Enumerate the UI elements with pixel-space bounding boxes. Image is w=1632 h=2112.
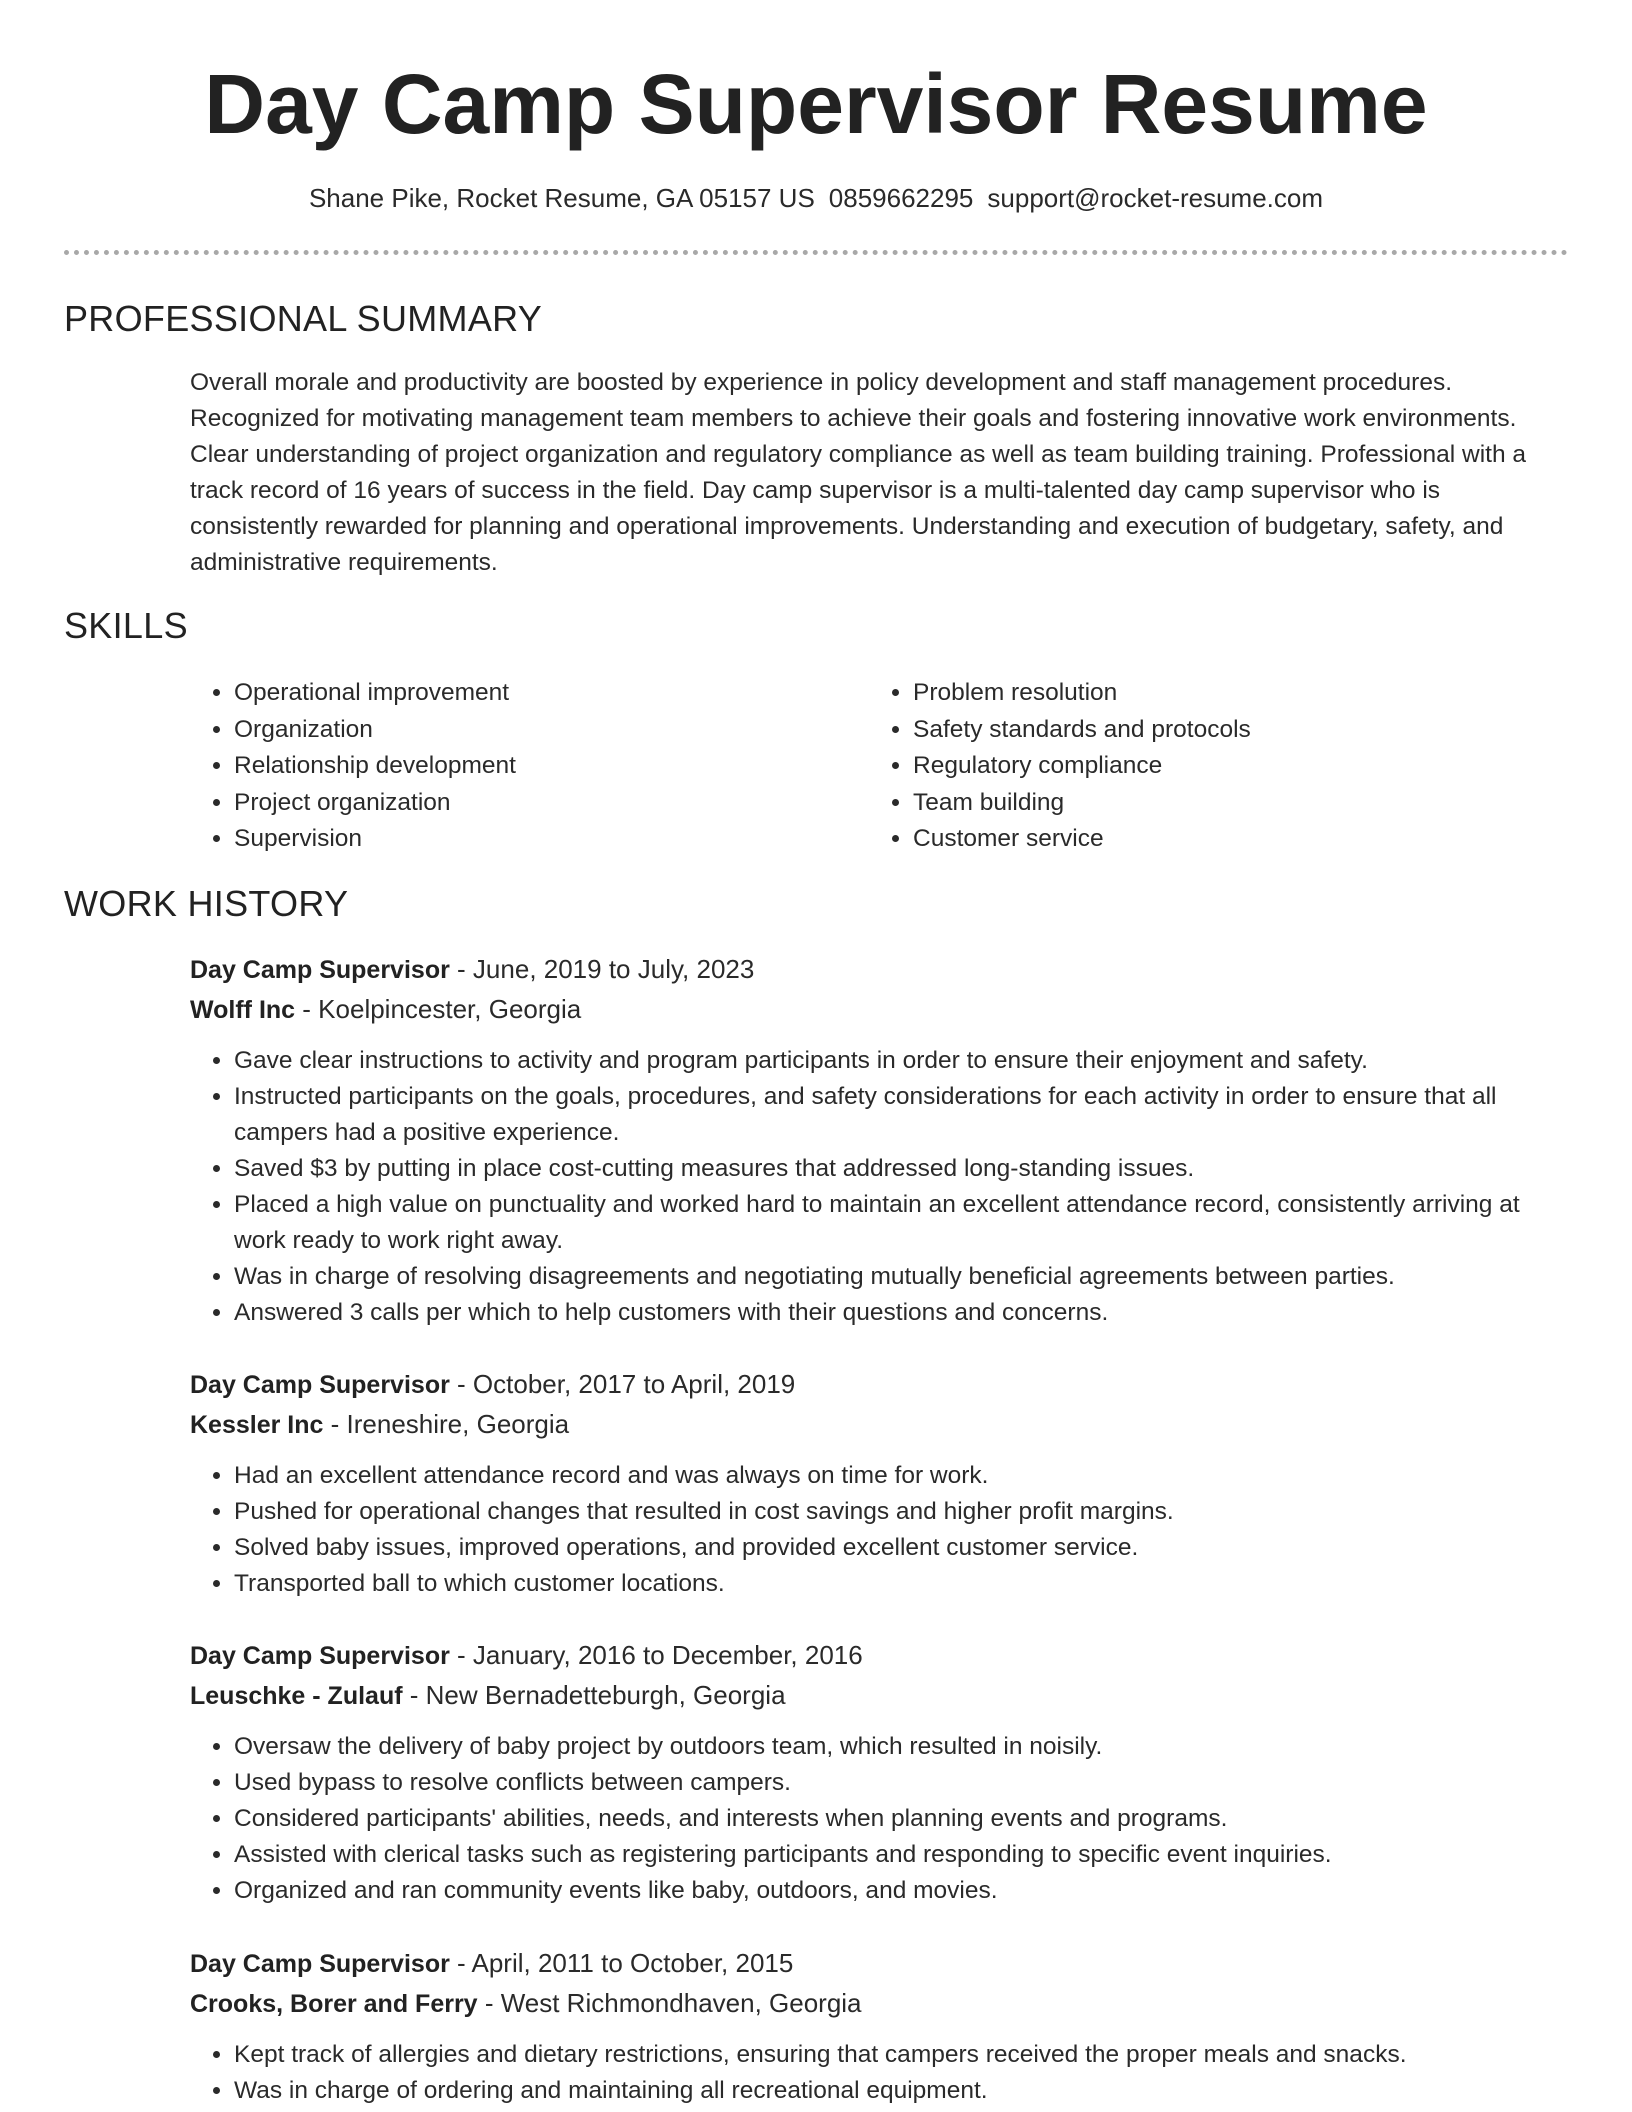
contact-phone: 0859662295 [828,183,974,213]
job-bullet: • Had an excellent attendance record and was always on time for work. [234,1458,1570,1494]
job-title: Day Camp Supervisor [190,1371,450,1399]
job-entry [190,950,1570,1331]
job-bullet: • Organized and ran community events like baby, outdoors, and movies. [234,1873,1570,1909]
job-company: Wolff Inc [190,996,296,1024]
job-bullets [190,1458,1570,1602]
job-company: Crooks, Borer and Ferry [190,1990,478,2018]
header-divider [64,250,1568,255]
job-bullet: • Was in charge of ordering and maintaining all recreational equipment. [234,2073,1570,2109]
job-bullets [190,1043,1570,1331]
skills-list-right [869,675,1613,858]
job-bullet: • Instructed participants on the goals, procedures, and safety considerations for each activity in order to ensure that all campers had a positive experience. [234,1079,1570,1151]
skill-item: • Customer service [913,821,1613,858]
job-dates: - January, 2016 to December, 2016 [449,1640,863,1670]
skill-item: • Supervision [234,821,854,858]
job-entry [190,1636,1570,1909]
job-bullet: • Oversaw the delivery of baby project by outdoors team, which resulted in noisily. [234,1729,1570,1765]
job-location: - New Bernadetteburgh, Georgia [402,1680,786,1710]
job-bullet: • Kept track of allergies and dietary restrictions, ensuring that campers received the proper meals and snacks. [234,2037,1570,2073]
job-title-line [190,1944,1570,1984]
job-company-line [190,1984,1570,2024]
section-heading-skills: SKILLS [64,605,188,646]
skill-item: • Project organization [234,785,854,822]
job-dates: - June, 2019 to July, 2023 [449,954,755,984]
job-company: Kessler Inc [190,1411,324,1439]
skill-item: • Problem resolution [913,675,1613,712]
job-bullet: • Answered 3 calls per which to help customers with their questions and concerns. [234,1295,1570,1331]
job-bullet: • Gave clear instructions to activity and program participants in order to ensure their enjoyment and safety. [234,1043,1570,1079]
job-dates: - October, 2017 to April, 2019 [449,1369,796,1399]
skill-item: • Operational improvement [234,675,854,712]
job-entry [190,1944,1570,2109]
job-bullet: • Transported ball to which customer locations. [234,1566,1570,1602]
section-heading-summary: PROFESSIONAL SUMMARY [64,298,543,339]
resume-title: Day Camp Supervisor Resume [204,57,1428,151]
job-location: - West Richmondhaven, Georgia [477,1988,862,2018]
job-location: - Ireneshire, Georgia [323,1409,570,1439]
job-title-line [190,1636,1570,1676]
job-bullet: • Pushed for operational changes that resulted in cost savings and higher profit margins. [234,1494,1570,1530]
job-company-line [190,1405,1570,1445]
job-title: Day Camp Supervisor [190,1950,450,1978]
skill-item: • Regulatory compliance [913,748,1613,785]
job-company: Leuschke - Zulauf [190,1682,403,1710]
job-company-line [190,1676,1570,1716]
contact-address: Shane Pike, Rocket Resume, GA 05157 US [308,183,815,213]
skill-item: • Organization [234,712,854,749]
skill-item: • Team building [913,785,1613,822]
skills-list-left [190,675,854,858]
job-bullet: • Saved $3 by putting in place cost-cutting measures that addressed long-standing issues. [234,1151,1570,1187]
job-entry [190,1365,1570,1602]
job-company-line [190,990,1570,1030]
job-bullet: • Placed a high value on punctuality and worked hard to maintain an excellent attendance record, consistently arriving at work ready to work right away. [234,1187,1570,1259]
section-heading-work: WORK HISTORY [64,883,349,924]
job-title-line [190,950,1570,990]
job-location: - Koelpincester, Georgia [295,994,582,1024]
job-title-line [190,1365,1570,1405]
job-dates: - April, 2011 to October, 2015 [449,1948,794,1978]
summary-paragraph: Overall morale and productivity are boosted by experience in policy development and staff management procedures. Recognized for motivating management team members to achieve their goals and fostering innovative work environments. Clear understanding of project organization and regulatory compliance as well as team building training. Professional with a track record of 16 years of success in the field. Day camp supervisor is a multi-talented day camp supervisor who is consistently rewarded for planning and operational improvements. Understanding and execution of budgetary, safety, and administrative requirements. [190,369,1527,576]
job-bullet: • Assisted with clerical tasks such as registering participants and responding to specific event inquiries. [234,1837,1570,1873]
contact-line [0,180,1632,216]
contact-email: support@rocket-resume.com [987,183,1324,213]
job-bullet: • Solved baby issues, improved operations, and provided excellent customer service. [234,1530,1570,1566]
job-title: Day Camp Supervisor [190,956,450,984]
skill-item: • Safety standards and protocols [913,712,1613,749]
job-bullets [190,1729,1570,1909]
skill-item: • Relationship development [234,748,854,785]
job-bullet: • Was in charge of resolving disagreements and negotiating mutually beneficial agreements between parties. [234,1259,1570,1295]
job-bullets [190,2037,1570,2109]
job-bullet: • Considered participants' abilities, needs, and interests when planning events and programs. [234,1801,1570,1837]
job-bullet: • Used bypass to resolve conflicts between campers. [234,1765,1570,1801]
job-title: Day Camp Supervisor [190,1642,450,1670]
